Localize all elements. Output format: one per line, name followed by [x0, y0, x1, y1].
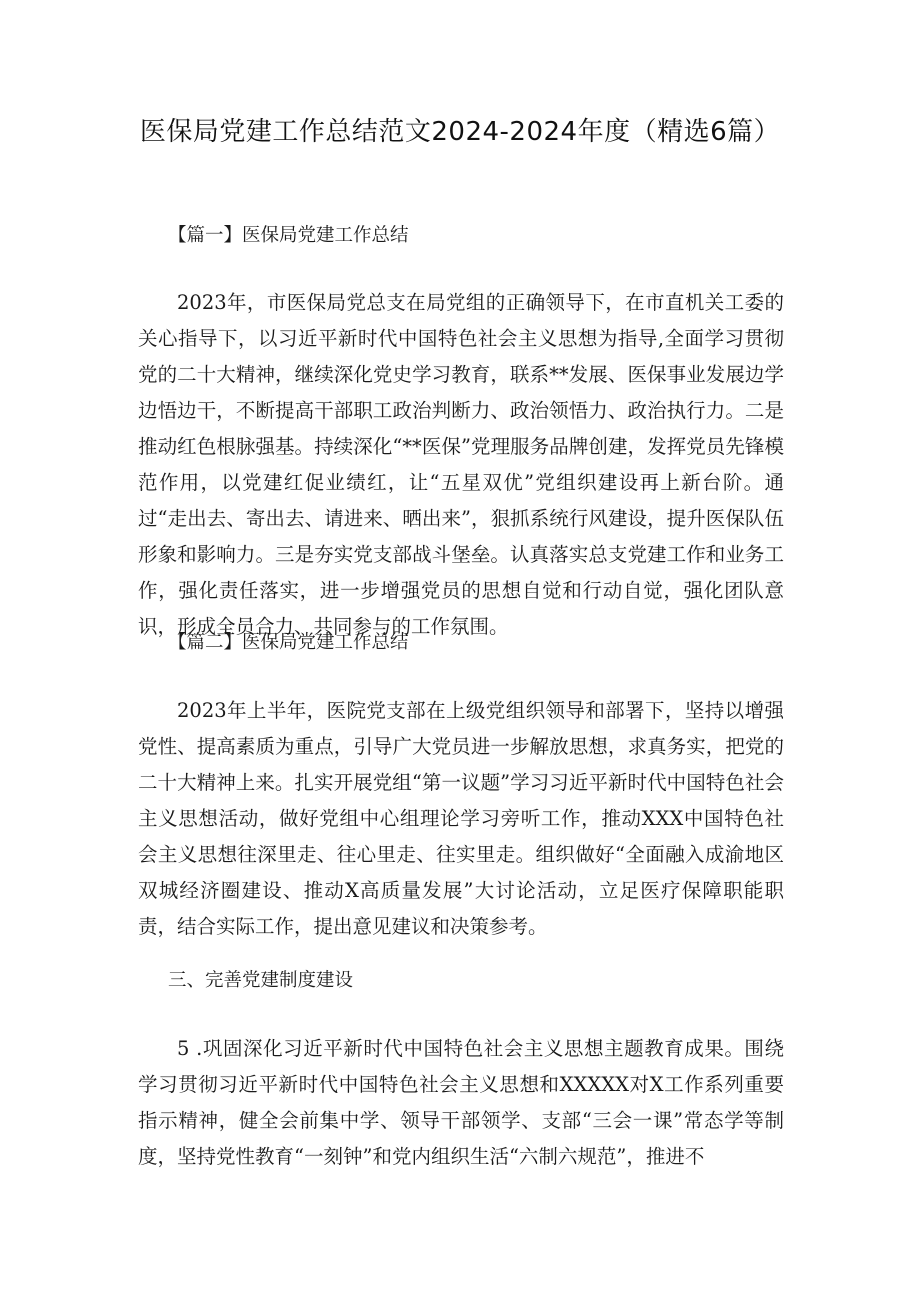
section-1-body: [138, 285, 784, 645]
section-2-body: [138, 693, 784, 945]
section-3-body: [138, 1031, 784, 1175]
section-2-paragraph: 2023年上半年，医院党支部在上级党组织领导和部署下，坚持以增强党性、提高素质为重点，引导广大党员进一步解放思想，求真务实，把党的二十大精神上来。扎实开展党组“第一议题”学习习近平新时代中国特色社会主义思想活动，做好党组中心组理论学习旁听工作，推动XXX中国特色社会主义思想往深里走、往心里走、往实里走。组织做好“全面融入成渝地区双城经济圈建设、推动X高质量发展”大讨论活动，立足医疗保障职能职责，结合实际工作，提出意见建议和决策参考。: [138, 699, 784, 938]
section-3-paragraph: 5 .巩固深化习近平新时代中国特色社会主义思想主题教育成果。围绕学习贯彻习近平新时代中国特色社会主义思想和XXXXX对X工作系列重要指示精神，健全会前集中学、领导干部领学、支部“三会一课”常态学等制度，坚持党性教育“一刻钟”和党内组织生活“六制六规范”，推进不: [138, 1037, 784, 1168]
section-1-heading: 【篇一】医保局党建工作总结: [168, 225, 409, 246]
section-2-heading: 【篇二】医保局党建工作总结: [168, 632, 409, 653]
document-title: 医保局党建工作总结范文2024-2024年度（精选6篇）: [139, 117, 781, 147]
section-3-heading: 三、完善党建制度建设: [168, 970, 354, 991]
section-1-paragraph: 2023年，市医保局党总支在局党组的正确领导下，在市直机关工委的关心指导下，以习近平新时代中国特色社会主义思想为指导,全面学习贯彻党的二十大精神，继续深化党史学习教育，联系**发展、医保事业发展边学边悟边干，不断提高干部职工政治判断力、政治领悟力、政治执行力。二是推动红色根脉强基。持续深化“**医保”党理服务品牌创建，发挥党员先锋模范作用，以党建红促业绩红，让“五星双优”党组织建设再上新台阶。通过“走出去、寄出去、请进来、晒出来”，狠抓系统行风建设，提升医保队伍形象和影响力。三是夯实党支部战斗堡垒。认真落实总支党建工作和业务工作，强化责任落实，进一步增强党员的思想自觉和行动自觉，强化团队意识，形成全员合力、共同参与的工作氛围。: [138, 291, 784, 638]
